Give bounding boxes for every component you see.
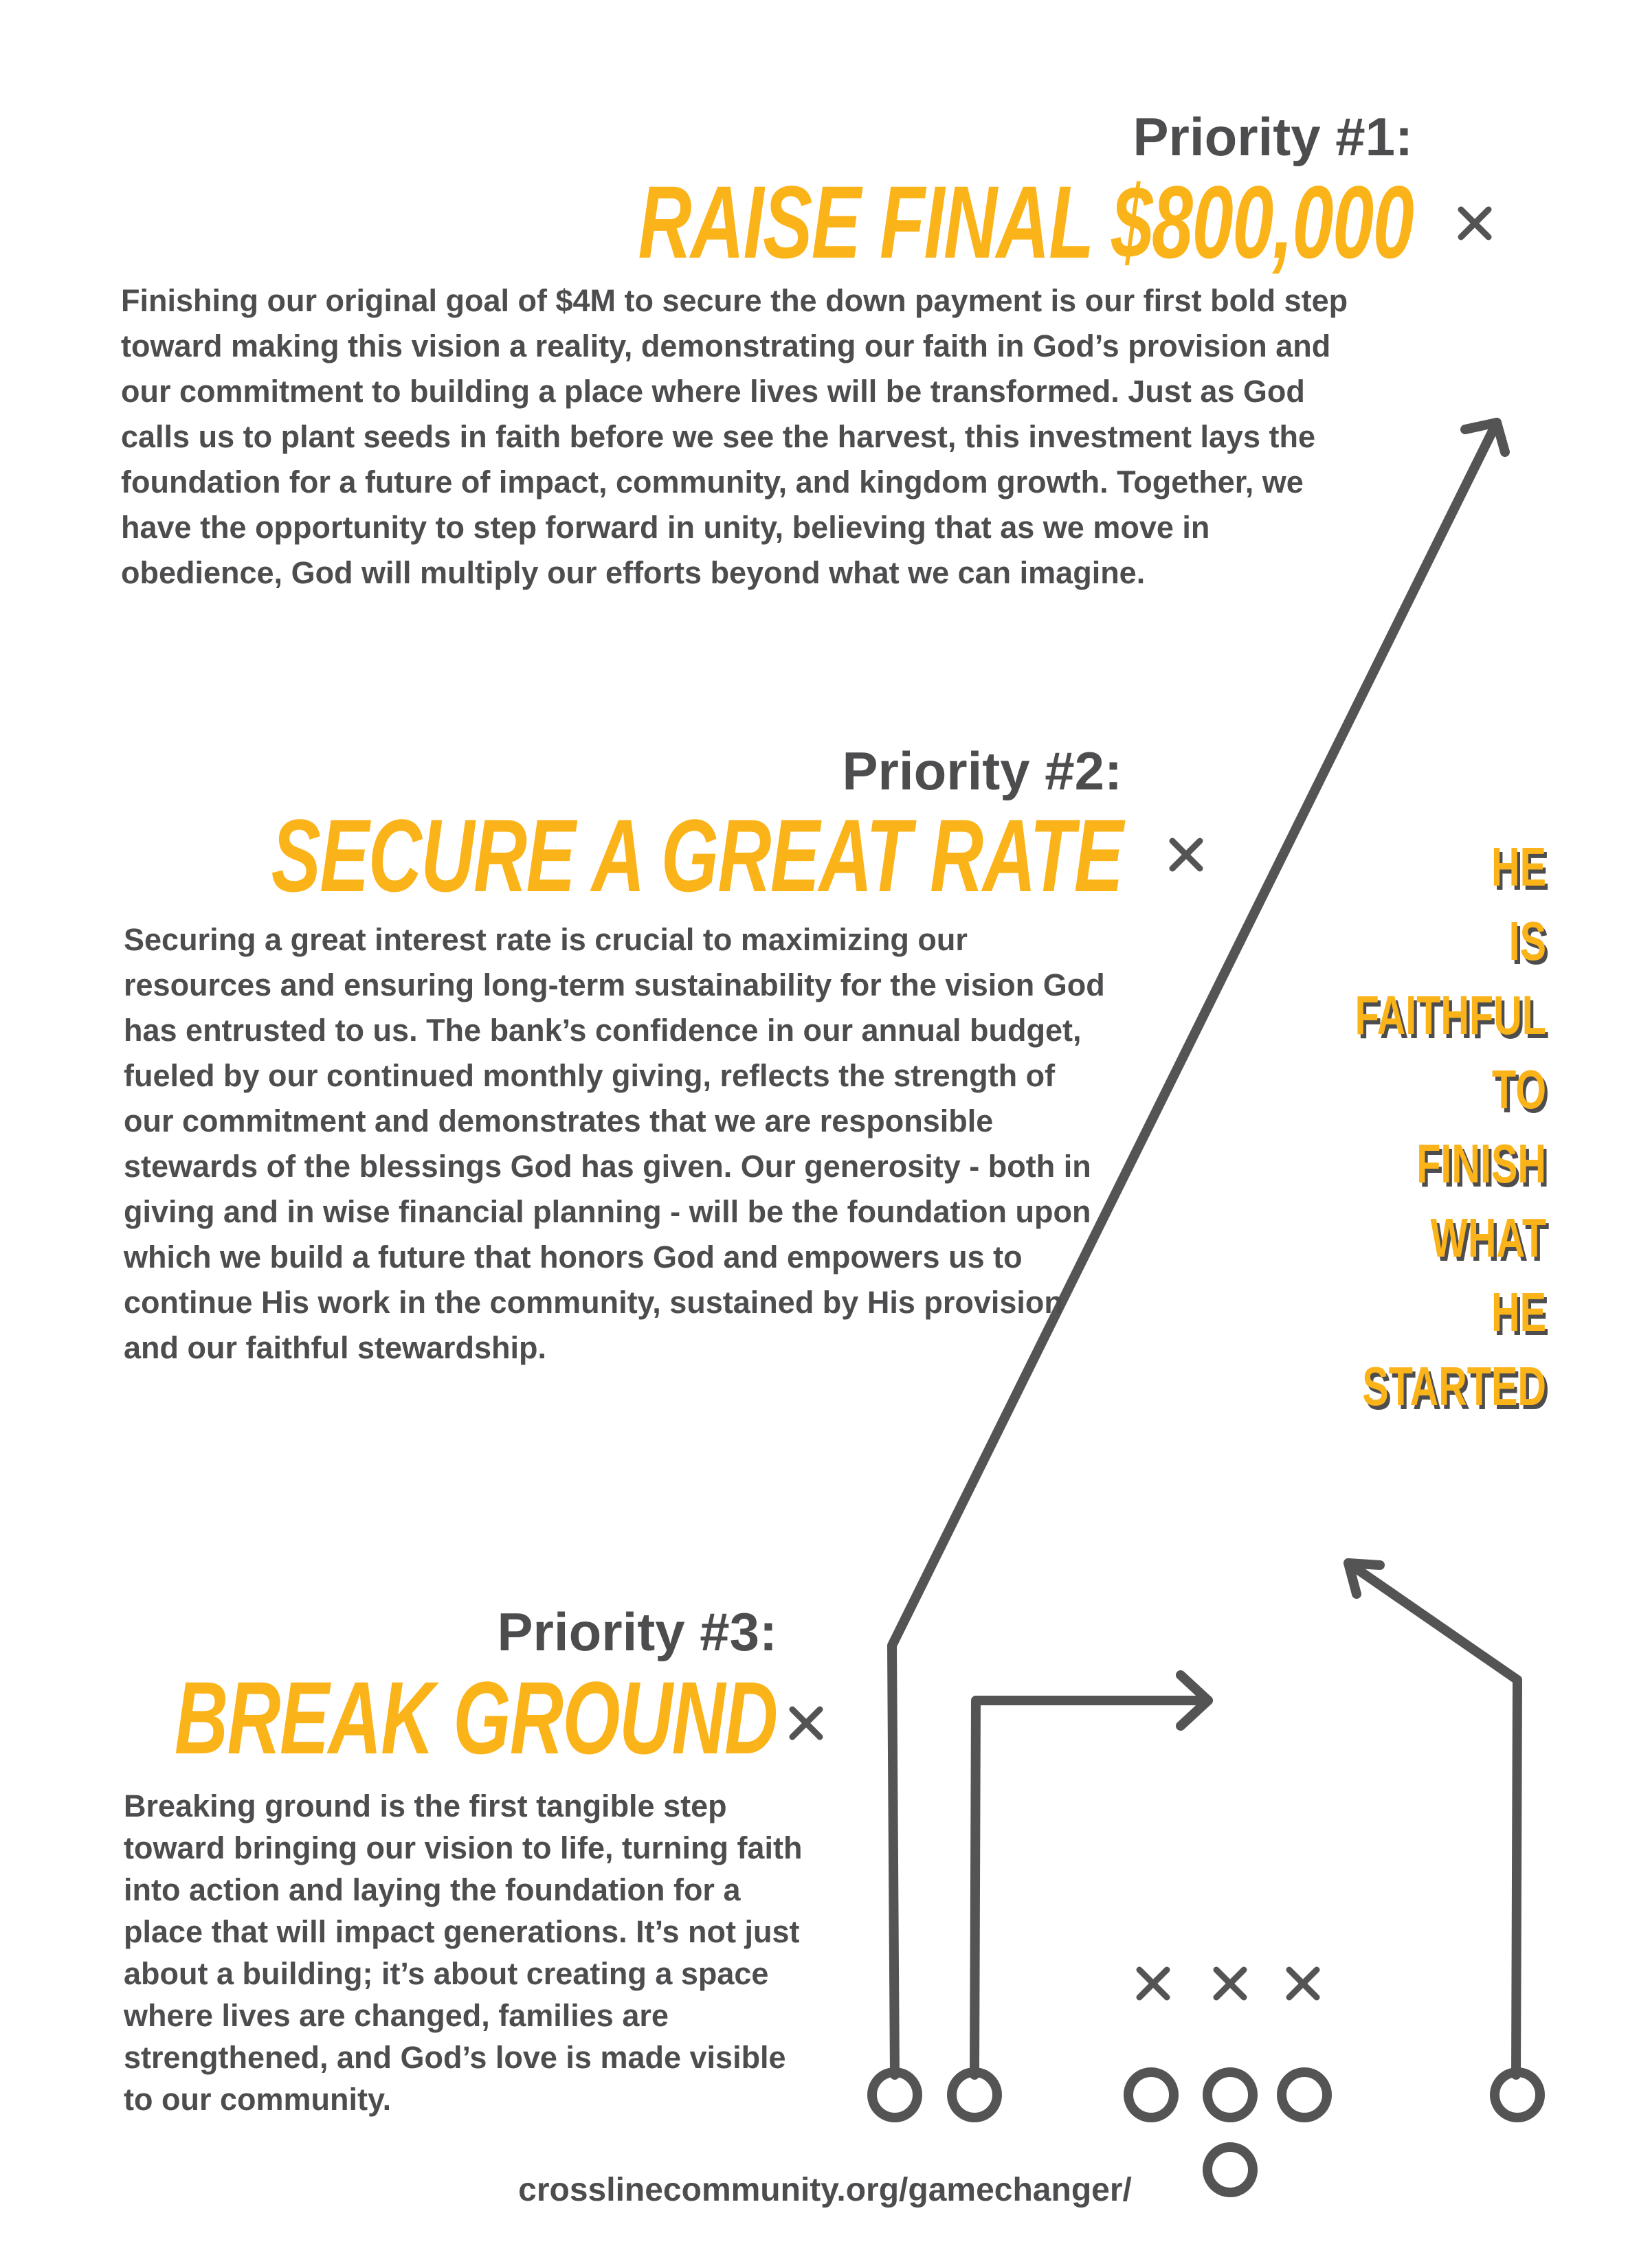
slogan-word: FINISH [1416, 1133, 1546, 1194]
player-circle [1207, 2072, 1253, 2118]
route-line-out [974, 1700, 1208, 2075]
slogan-word: FAITHFUL [1354, 985, 1546, 1046]
x-mark-priority-1 [1461, 210, 1489, 237]
slogan-word: IS [1508, 910, 1546, 972]
priority-1-body: Finishing our original goal of $4M to secure the down payment is our first bold step toward making this vision a reality, demonstrating our faith in God’s provision and our commitment to building a place where lives will be transformed. Just as God calls us to plant seeds in faith before we see the harvest, this investment lays the foundation for a future of impact, community, and kingdom growth. Together, we have the opportunity to step forward in unity, believing that as we move in obedience, God will multiply our efforts beyond what we can imagine. [121, 283, 1348, 590]
slogan-word: STARTED [1362, 1356, 1546, 1417]
footer-url[interactable]: crosslinecommunity.org/gamechanger/ [518, 2172, 1132, 2208]
priority-2-kicker: Priority #2: [842, 741, 1122, 801]
priority-2-body: Securing a great interest rate is crucial to maximizing our resources and ensuring long-term sustainability for the vision God has entrusted to us. The bank’s confidence in our annual budget, fueled by our continued monthly giving, reflects the strength of our commitment and demonstrates that we are responsible stewards of the blessings God has given. Our generosity - both in giving and in wise financial planning - will be the foundation upon which we build a future that honors God and empowers us to continue His work in the community, sustained by His provision and our faithful stewardship. [124, 922, 1105, 1365]
priority-1-headline: RAISE FINAL $800,000 [638, 164, 1413, 280]
player-circle [1282, 2072, 1327, 2118]
x-mark-defender [1139, 1970, 1167, 1997]
priority-3-headline: BREAK GROUND [175, 1660, 777, 1775]
slogan-word: HE [1491, 836, 1546, 897]
priority-3-kicker: Priority #3: [497, 1602, 777, 1662]
player-circle [1128, 2072, 1174, 2118]
x-mark-priority-3 [792, 1709, 820, 1737]
x-mark-defender [1216, 1970, 1244, 1997]
route-line-right [1348, 1563, 1517, 2075]
slogan-word: TO [1492, 1059, 1546, 1120]
x-mark-defender [1289, 1970, 1317, 1997]
priority-2-headline: SECURE A GREAT RATE [271, 798, 1122, 913]
x-mark-priority-2 [1172, 841, 1200, 868]
slogan-stack [1271, 830, 1546, 1424]
slogan-word: HE [1491, 1281, 1546, 1343]
priority-1-kicker: Priority #1: [1133, 106, 1413, 167]
priority-3-body: Breaking ground is the first tangible step toward bringing our vision to life, turning faith into action and laying the foundation for a place that will impact generations. It’s not just about a building; it’s about creating a space where lives are changed, families are strengthened, and God’s love is made visible to our community. [124, 1788, 803, 2117]
slogan-word: WHAT [1430, 1207, 1546, 1268]
